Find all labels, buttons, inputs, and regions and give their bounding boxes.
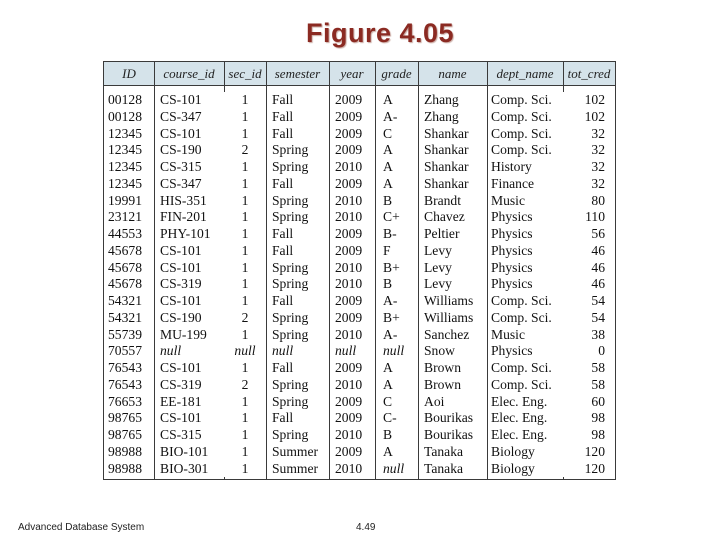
table-cell: Chavez [424, 209, 465, 225]
table-cell: Aoi [424, 393, 445, 409]
table-cell: Snow [424, 343, 455, 359]
table-cell: Spring [272, 427, 309, 442]
table-column [491, 92, 563, 477]
table-cell: Finance [491, 175, 535, 191]
table-cell: 23121 [108, 209, 142, 225]
column-header: year [340, 66, 364, 81]
table-cell: CS-101 [160, 125, 202, 141]
table-cell: F [383, 242, 391, 258]
table-cell: Sanchez [424, 326, 470, 342]
table-cell: CS-101 [160, 92, 202, 107]
slide-title: Figure 4.05 [305, 18, 455, 48]
table-cell: C [383, 393, 393, 409]
table-cell: 46 [591, 276, 605, 292]
table-cell: 55739 [108, 326, 142, 342]
table-cell: CS-315 [160, 159, 202, 174]
table-cell: 1 [241, 159, 249, 174]
table-cell: Fall [272, 175, 294, 191]
table-cell: 1 [241, 175, 249, 191]
column-header: ID [122, 66, 136, 81]
column-divider [418, 62, 419, 479]
table-cell: 1 [241, 242, 249, 258]
column-header: tot_cred [567, 66, 611, 81]
table-cell: 120 [584, 460, 605, 476]
table-cell: A [383, 92, 393, 107]
table-cell: 1 [241, 226, 249, 241]
table-cell: 1 [241, 460, 249, 476]
table-cell: Tanaka [424, 443, 464, 459]
relation-table [103, 61, 616, 480]
table-cell: B [383, 192, 393, 208]
table-cell: null [383, 460, 405, 476]
table-cell: 2010 [335, 427, 363, 442]
table-cell: Spring [272, 209, 309, 225]
table-cell: Spring [272, 159, 309, 174]
table-cell: Shankar [424, 159, 469, 174]
table-cell: 32 [591, 142, 605, 158]
table-cell: BIO-301 [160, 460, 209, 476]
table-cell: Fall [272, 410, 294, 426]
table-cell: C+ [383, 209, 400, 225]
table-cell: Physics [491, 242, 533, 258]
table-cell: HIS-351 [160, 192, 207, 208]
table-cell: CS-101 [160, 360, 202, 375]
table-cell: 00128 [108, 92, 142, 107]
table-cell: Williams [424, 293, 474, 308]
column-divider [487, 62, 488, 479]
table-cell: 1 [241, 125, 249, 141]
table-cell: BIO-101 [160, 443, 209, 459]
table-cell: 45678 [108, 276, 142, 292]
table-cell: 12345 [108, 142, 142, 158]
table-cell: 2009 [335, 360, 363, 375]
table-cell: 120 [584, 443, 605, 459]
table-cell: 2009 [335, 108, 363, 124]
table-cell: Levy [424, 276, 452, 292]
table-cell: Summer [272, 443, 319, 459]
table-cell: A [383, 443, 393, 459]
table-cell: 00128 [108, 108, 142, 124]
table-cell: B [383, 276, 393, 292]
table-column [383, 92, 418, 477]
table-cell: 2 [241, 142, 249, 158]
table-cell: Shankar [424, 142, 469, 158]
table-cell: 0 [598, 343, 605, 359]
table-column [424, 92, 487, 477]
table-cell: Spring [272, 326, 309, 342]
table-cell: 2 [241, 376, 249, 392]
table-cell: Elec. Eng. [491, 427, 548, 442]
column-divider [329, 62, 330, 479]
table-cell: MU-199 [160, 326, 207, 342]
table-cell: 60 [591, 393, 605, 409]
table-cell: 54321 [108, 309, 142, 325]
table-cell: Peltier [424, 226, 460, 241]
table-cell: 19991 [108, 192, 142, 208]
table-cell: 2010 [335, 326, 363, 342]
table-cell: Tanaka [424, 460, 464, 476]
table-cell: 98988 [108, 460, 142, 476]
table-cell: A [383, 142, 393, 158]
table-cell: 2009 [335, 443, 363, 459]
table-cell: Physics [491, 343, 533, 359]
table-cell: Levy [424, 259, 452, 275]
table-cell: Spring [272, 142, 309, 158]
table-cell: Zhang [424, 108, 459, 124]
table-cell: A [383, 376, 393, 392]
table-cell: B- [383, 226, 397, 241]
table-cell: CS-101 [160, 293, 202, 308]
column-header: course_id [163, 66, 215, 81]
column-divider [375, 62, 376, 479]
table-cell: null [272, 343, 294, 359]
table-cell: CS-101 [160, 259, 202, 275]
table-cell: 54321 [108, 293, 142, 308]
table-cell: Fall [272, 242, 294, 258]
table-cell: Music [491, 326, 525, 342]
table-cell: PHY-101 [160, 226, 211, 241]
table-cell: B+ [383, 259, 400, 275]
table-cell: 54 [591, 309, 605, 325]
table-cell: A [383, 360, 393, 375]
table-cell: 2010 [335, 460, 363, 476]
table-cell: 2009 [335, 175, 363, 191]
column-header: grade [381, 66, 412, 81]
table-cell: 2010 [335, 192, 363, 208]
table-cell: Spring [272, 309, 309, 325]
table-cell: 58 [591, 360, 605, 375]
table-cell: 1 [241, 276, 249, 292]
table-cell: 1 [241, 360, 249, 375]
table-cell: Fall [272, 293, 294, 308]
table-cell: 2010 [335, 376, 363, 392]
table-cell: A- [383, 293, 398, 308]
table-cell: Comp. Sci. [491, 309, 552, 325]
table-cell: 56 [591, 226, 605, 241]
table-cell: 98 [591, 410, 605, 426]
table-cell: 1 [241, 259, 249, 275]
table-cell: Brown [424, 376, 462, 392]
column-divider [266, 62, 267, 479]
table-cell: 2009 [335, 293, 363, 308]
table-cell: 1 [241, 209, 249, 225]
table-cell: CS-101 [160, 410, 202, 426]
table-cell: Fall [272, 108, 294, 124]
table-cell: 44553 [108, 226, 142, 241]
table-cell: 76543 [108, 360, 142, 375]
table-cell: 32 [591, 125, 605, 141]
table-cell: 2009 [335, 242, 363, 258]
table-cell: 12345 [108, 175, 142, 191]
table-cell: 98765 [108, 410, 142, 426]
table-cell: Comp. Sci. [491, 360, 552, 375]
table-cell: A [383, 175, 393, 191]
table-column [224, 92, 266, 477]
table-cell: 98 [591, 427, 605, 442]
table-cell: 1 [241, 92, 249, 107]
table-cell: 76543 [108, 376, 142, 392]
table-cell: 54 [591, 293, 605, 308]
table-cell: Fall [272, 360, 294, 375]
table-cell: Bourikas [424, 427, 474, 442]
table-cell: null [335, 343, 357, 359]
table-cell: Spring [272, 376, 309, 392]
table-cell: 1 [241, 393, 249, 409]
table-cell: CS-190 [160, 142, 202, 158]
table-cell: CS-101 [160, 242, 202, 258]
table-cell: 1 [241, 326, 249, 342]
table-cell: Physics [491, 259, 533, 275]
column-divider [154, 62, 155, 479]
table-cell: Brandt [424, 192, 461, 208]
table-cell: Shankar [424, 175, 469, 191]
table-cell: 1 [241, 293, 249, 308]
table-cell: 2009 [335, 92, 363, 107]
table-cell: 2009 [335, 142, 363, 158]
table-cell: 32 [591, 159, 605, 174]
table-cell: Spring [272, 259, 309, 275]
table-cell: Shankar [424, 125, 469, 141]
table-cell: 46 [591, 242, 605, 258]
table-cell: Biology [491, 443, 535, 459]
table-cell: 12345 [108, 125, 142, 141]
table-column [108, 92, 154, 477]
table-cell: 1 [241, 108, 249, 124]
table-cell: 76653 [108, 393, 142, 409]
table-cell: C- [383, 410, 397, 426]
table-cell: Comp. Sci. [491, 125, 552, 141]
table-cell: 2010 [335, 209, 363, 225]
table-cell: Elec. Eng. [491, 393, 548, 409]
table-cell: Biology [491, 460, 535, 476]
table-cell: 45678 [108, 259, 142, 275]
table-column [160, 92, 224, 477]
table-cell: 58 [591, 376, 605, 392]
table-cell: Spring [272, 192, 309, 208]
table-cell: A [383, 159, 393, 174]
table-cell: 1 [241, 443, 249, 459]
table-cell: 2009 [335, 226, 363, 241]
table-cell: 2009 [335, 309, 363, 325]
column-header: name [438, 66, 467, 81]
table-cell: 32 [591, 175, 605, 191]
table-cell: 98765 [108, 427, 142, 442]
table-cell: Comp. Sci. [491, 108, 552, 124]
column-header: sec_id [228, 66, 262, 81]
table-cell: null [383, 343, 405, 359]
table-cell: Comp. Sci. [491, 293, 552, 308]
table-cell: 2009 [335, 393, 363, 409]
table-cell: Brown [424, 360, 462, 375]
table-cell: 102 [584, 108, 605, 124]
table-cell: null [234, 343, 256, 359]
table-cell: Zhang [424, 92, 459, 107]
table-cell: CS-347 [160, 108, 202, 124]
table-cell: A- [383, 326, 398, 342]
table-column [563, 92, 605, 477]
table-cell: EE-181 [160, 393, 202, 409]
table-cell: 1 [241, 410, 249, 426]
table-column [335, 92, 375, 477]
table-cell: CS-319 [160, 376, 202, 392]
table-cell: B+ [383, 309, 400, 325]
table-cell: CS-347 [160, 175, 202, 191]
table-cell: Fall [272, 125, 294, 141]
table-cell: 1 [241, 192, 249, 208]
table-header-row [104, 62, 615, 86]
table-cell: Bourikas [424, 410, 474, 426]
table-cell: Music [491, 192, 525, 208]
table-cell: 2 [241, 309, 249, 325]
table-cell: 2010 [335, 159, 363, 174]
table-cell: Physics [491, 209, 533, 225]
table-cell: CS-190 [160, 309, 202, 325]
table-column [272, 92, 329, 477]
table-cell: 2010 [335, 276, 363, 292]
table-cell: CS-315 [160, 427, 202, 442]
table-cell: 80 [591, 192, 605, 208]
table-cell: Comp. Sci. [491, 376, 552, 392]
column-header: dept_name [496, 66, 554, 81]
table-cell: Fall [272, 226, 294, 241]
table-cell: Elec. Eng. [491, 410, 548, 426]
table-cell: 98988 [108, 443, 142, 459]
table-cell: Fall [272, 92, 294, 107]
table-cell: Comp. Sci. [491, 92, 552, 107]
table-cell: 1 [241, 427, 249, 442]
table-cell: 2010 [335, 259, 363, 275]
table-cell: C [383, 125, 393, 141]
table-cell: null [160, 343, 182, 359]
table-cell: FIN-201 [160, 209, 207, 225]
table-cell: Physics [491, 226, 533, 241]
table-cell: Spring [272, 393, 309, 409]
table-cell: 110 [585, 209, 605, 225]
column-header: semester [274, 66, 321, 81]
table-cell: Comp. Sci. [491, 142, 552, 158]
table-cell: 2009 [335, 125, 363, 141]
table-cell: A- [383, 108, 398, 124]
table-cell: Williams [424, 309, 474, 325]
table-cell: CS-319 [160, 276, 202, 292]
page-number: 4.49 [356, 522, 376, 533]
table-cell: Spring [272, 276, 309, 292]
table-cell: 102 [584, 92, 605, 107]
table-cell: 38 [591, 326, 605, 342]
table-cell: 12345 [108, 159, 142, 174]
table-cell: 46 [591, 259, 605, 275]
table-cell: 2009 [335, 410, 363, 426]
table-cell: History [491, 159, 532, 174]
table-cell: Summer [272, 460, 319, 476]
footer-course-title: Advanced Database System [18, 522, 145, 533]
table-cell: 70557 [108, 343, 142, 359]
table-cell: Physics [491, 276, 533, 292]
table-cell: B [383, 427, 393, 442]
table-cell: Levy [424, 242, 452, 258]
table-cell: 45678 [108, 242, 142, 258]
